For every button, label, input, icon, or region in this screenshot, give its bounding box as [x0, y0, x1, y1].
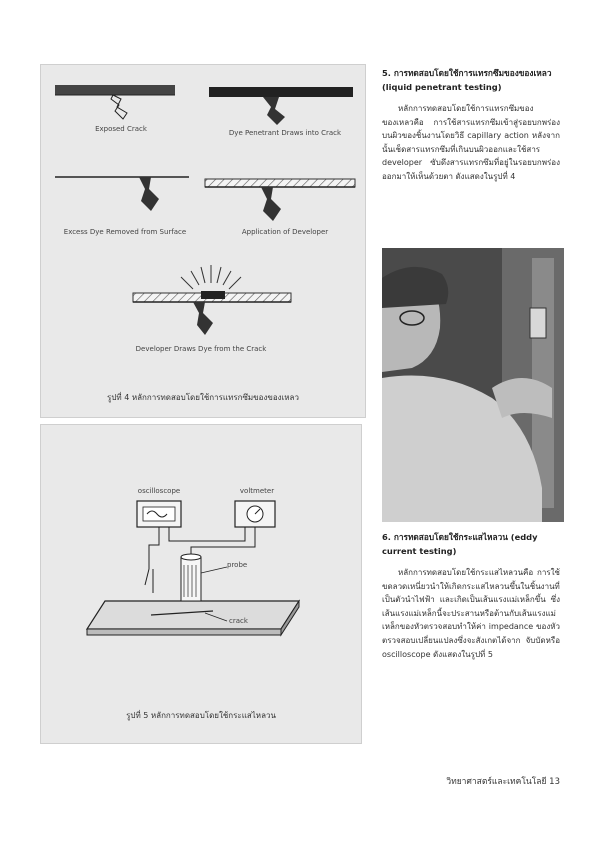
section-5 [382, 66, 560, 184]
label-developer-draws-dye: Developer Draws Dye from the Crack [135, 345, 267, 353]
voltmeter-label: voltmeter [239, 487, 275, 495]
section-5-body: หลักการทดสอบโดยใช้การแทรกซึมของของเหลวคือ การใช้สารแทรกซึมเข้าสู่รอยบกพร่องบนผิวของชิ้นงานโดยวิธี capillary action หลังจากนั้นเช็ดสารแทรกซึมที่เกินบนผิวออกและใช้สาร developer ซับดึงสารแทรกซึมที่อยู่ในรอยบกพร่องออกมาให้เห็นด้วยตา ดังแสดงในรูปที่ 4 [382, 104, 560, 181]
section-6-heading: 6. การทดสอบโดยใช้กระแสไหลวน (eddy current testing) [382, 532, 538, 556]
section-5-heading: 5. การทดสอบโดยใช้การแทรกซึมของของเหลว (liquid penetrant testing) [382, 68, 552, 92]
crack-label: crack [229, 617, 248, 625]
eddy-current-diagram [41, 425, 361, 743]
step-excess-removed [55, 177, 189, 211]
figure-5-eddy-current [40, 424, 362, 744]
section-6 [382, 530, 560, 661]
penetrant-diagram [41, 65, 365, 417]
step-developer-draws-dye [133, 265, 291, 335]
oscilloscope-label: oscilloscope [137, 487, 181, 495]
oscilloscope-icon [137, 501, 181, 527]
page-footer: วิทยาศาสตร์และเทคโนโลยี 13 [446, 777, 560, 787]
test-plate [87, 601, 299, 635]
label-excess-removed: Excess Dye Removed from Surface [63, 228, 187, 236]
photo-image [382, 248, 564, 522]
label-exposed-crack: Exposed Crack [95, 125, 147, 133]
figure-5-caption: รูปที่ 5 หลักการทดสอบโดยใช้กระแสไหลวน [126, 711, 276, 720]
step-dye-draws-in [209, 87, 353, 125]
figure-4-liquid-penetrant [40, 64, 366, 418]
label-apply-developer: Application of Developer [241, 228, 329, 236]
step-exposed-crack [55, 85, 175, 119]
voltmeter-icon [235, 501, 275, 527]
figure-4-caption: รูปที่ 4 หลักการทดสอบโดยใช้การแทรกซึมของของเหลว [107, 393, 299, 402]
step-apply-developer [205, 179, 355, 221]
technician-photo [382, 248, 564, 522]
section-6-body: หลักการทดสอบโดยใช้กระแสไหลวนคือ การใช้ขดลวดเหนี่ยวนำให้เกิดกระแสไหลวนขึ้นในชิ้นงานที่เป็นตัวนำไฟฟ้า และเกิดเป็นเส้นแรงแม่เหล็กขึ้น ซึ่งเส้นแรงแม่เหล็กนี้จะประสานหรือต้านกับเส้นแรงแม่เหล็กของหัวตรวจสอบทำให้ค่า impedance ของหัวตรวจสอบเปลี่ยนแปลงซึ่งจะสังเกตได้จาก จับบัดหรือ oscilloscope ดังแสดงในรูปที่ 5 [382, 568, 560, 659]
probe-label: probe [227, 561, 248, 569]
label-dye-draws-in: Dye Penetrant Draws into Crack [228, 129, 342, 137]
